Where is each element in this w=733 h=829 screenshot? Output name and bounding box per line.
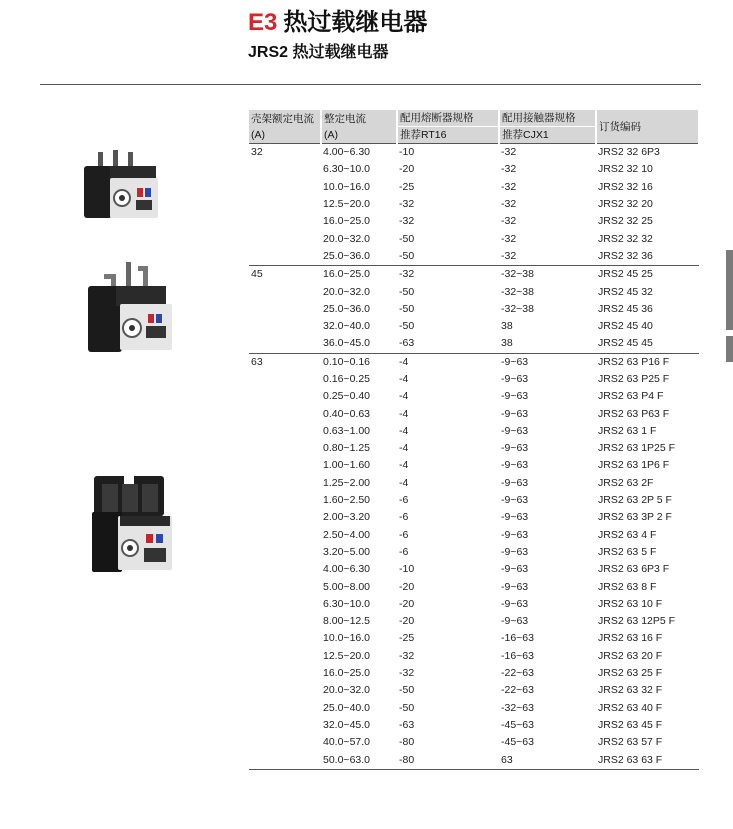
fuse-cell: -6 — [399, 545, 409, 558]
order-code-cell: JRS2 63 P63 F — [598, 407, 670, 420]
setting-current-cell: 20.0~32.0 — [323, 232, 371, 245]
frame-current-cell — [249, 561, 321, 578]
order-code-cell: JRS2 63 12P5 F — [598, 615, 676, 628]
order-code-cell: JRS2 63 2P 5 F — [598, 494, 672, 507]
fuse-cell: -50 — [399, 249, 415, 262]
frame-current-cell: 63 — [249, 353, 321, 371]
order-code-cell: JRS2 32 36 — [598, 249, 653, 262]
contactor-cell: -9~63 — [501, 545, 529, 558]
frame-current-cell — [249, 630, 321, 647]
order-code-cell: JRS2 45 36 — [598, 302, 653, 315]
frame-current-cell: 45 — [249, 266, 321, 284]
fuse-cell: -4 — [399, 476, 409, 489]
contactor-cell: -32 — [501, 163, 517, 176]
table-row — [249, 161, 699, 178]
setting-current-cell: 1.25~2.00 — [323, 476, 371, 489]
table-row — [249, 700, 699, 717]
contactor-cell: -9~63 — [501, 390, 529, 403]
setting-current-cell: 3.20~5.00 — [323, 545, 371, 558]
table-row — [249, 283, 699, 300]
fuse-cell: -80 — [397, 751, 499, 769]
order-code-cell: JRS2 63 32 F — [598, 684, 663, 697]
contactor-cell: -9~63 — [501, 442, 529, 455]
setting-current-cell: 16.0~25.0 — [323, 215, 371, 228]
contactor-cell: -22~63 — [501, 667, 534, 680]
setting-current-cell: 32.0~45.0 — [323, 718, 371, 731]
frame-current-cell — [249, 492, 321, 509]
setting-current-cell: 2.50~4.00 — [323, 528, 371, 541]
order-code-cell: JRS2 45 40 — [598, 320, 653, 333]
table-row — [249, 335, 699, 353]
contactor-cell: -32~63 — [501, 701, 534, 714]
fuse-cell: -25 — [399, 632, 415, 645]
frame-current-cell: 32 — [249, 144, 321, 162]
contactor-cell: -45~63 — [501, 736, 534, 749]
setting-current-cell: 12.5~20.0 — [323, 649, 371, 662]
fuse-cell: -63 — [399, 718, 415, 731]
setting-current-cell: 16.0~25.0 — [321, 266, 397, 284]
setting-current-cell: 1.60~2.50 — [323, 494, 371, 507]
fuse-cell: -50 — [399, 684, 415, 697]
order-code-cell: JRS2 32 32 — [598, 232, 653, 245]
contactor-cell: -32~38 — [499, 266, 596, 284]
table-row — [249, 266, 699, 284]
frame-current-cell — [249, 596, 321, 613]
table-row — [249, 630, 699, 647]
fuse-cell: -6 — [399, 511, 409, 524]
frame-current-cell — [249, 751, 321, 769]
fuse-cell: -4 — [399, 373, 409, 385]
table-row — [249, 301, 699, 318]
setting-current-cell: 50.0~63.0 — [321, 751, 397, 769]
table-row — [249, 544, 699, 561]
setting-current-cell: 0.25~0.40 — [323, 390, 371, 403]
order-code-cell: JRS2 45 25 — [596, 266, 699, 284]
fuse-cell: -4 — [399, 442, 409, 455]
contactor-cell: -32 — [501, 215, 517, 228]
table-row — [249, 475, 699, 492]
order-code-cell: JRS2 63 1P25 F — [598, 442, 676, 455]
header-fuse-sub: 推荐RT16 — [397, 127, 499, 144]
setting-current-cell: 12.5~20.0 — [323, 198, 371, 211]
order-code-cell: JRS2 63 5 F — [598, 545, 657, 558]
frame-current-cell — [249, 301, 321, 318]
fuse-cell: -50 — [399, 232, 415, 245]
frame-current-cell — [249, 717, 321, 734]
order-code-cell: JRS2 63 25 F — [598, 667, 663, 680]
setting-current-cell: 25.0~36.0 — [323, 249, 371, 262]
fuse-cell: -4 — [399, 459, 409, 472]
side-index-tab[interactable] — [726, 336, 733, 362]
frame-current-cell — [249, 527, 321, 544]
fuse-cell: -50 — [399, 285, 415, 298]
frame-current-cell — [249, 179, 321, 196]
frame-current-cell — [249, 700, 321, 717]
contactor-cell: 63 — [499, 751, 596, 769]
order-code-cell: JRS2 63 2F — [598, 476, 654, 489]
table-row — [249, 371, 699, 388]
frame-current-cell — [249, 665, 321, 682]
fuse-cell: -32 — [399, 215, 415, 228]
table-row — [249, 665, 699, 682]
fuse-cell: -10 — [397, 144, 499, 162]
fuse-cell: -4 — [397, 353, 499, 371]
fuse-cell: -4 — [399, 390, 409, 403]
frame-current-cell — [249, 388, 321, 405]
fuse-cell: -6 — [399, 494, 409, 507]
order-code-cell: JRS2 63 6P3 F — [598, 563, 670, 576]
contactor-cell: -32 — [501, 180, 517, 193]
table-row — [249, 440, 699, 457]
table-row — [249, 230, 699, 247]
table-row — [249, 318, 699, 335]
order-code-cell: JRS2 45 32 — [598, 285, 653, 298]
frame-current-cell — [249, 475, 321, 492]
frame-current-cell — [249, 578, 321, 595]
setting-current-cell: 6.30~10.0 — [323, 597, 371, 610]
fuse-cell: -6 — [399, 528, 409, 541]
table-row — [249, 527, 699, 544]
setting-current-cell: 20.0~32.0 — [323, 285, 371, 298]
order-code-cell: JRS2 63 1 F — [598, 424, 657, 437]
contactor-cell: -32~38 — [501, 285, 534, 298]
table-row — [249, 388, 699, 405]
setting-current-cell: 0.16~0.25 — [323, 373, 371, 385]
order-code-cell: JRS2 63 10 F — [598, 597, 663, 610]
table-row — [249, 248, 699, 266]
frame-current-cell — [249, 335, 321, 353]
header-contactor-sub: 推荐CJX1 — [499, 127, 596, 144]
contactor-cell: -9~63 — [501, 407, 529, 420]
header-divider — [40, 84, 701, 85]
frame-current-cell — [249, 613, 321, 630]
frame-current-cell — [249, 283, 321, 300]
setting-current-cell: 25.0~36.0 — [323, 302, 371, 315]
frame-current-cell — [249, 648, 321, 665]
contactor-cell: -9~63 — [499, 353, 596, 371]
contactor-cell: -22~63 — [501, 684, 534, 697]
order-code-cell: JRS2 63 1P6 F — [598, 459, 670, 472]
order-code-cell: JRS2 32 16 — [598, 180, 653, 193]
table-row — [249, 353, 699, 371]
fuse-cell: -4 — [399, 407, 409, 420]
frame-current-cell — [249, 318, 321, 335]
table-row — [249, 423, 699, 440]
frame-current-cell — [249, 248, 321, 266]
table-row — [249, 717, 699, 734]
order-code-cell: JRS2 32 20 — [598, 198, 653, 211]
setting-current-cell: 4.00~6.30 — [323, 563, 371, 576]
table-row — [249, 734, 699, 751]
setting-current-cell: 20.0~32.0 — [323, 684, 371, 697]
setting-current-cell: 32.0~40.0 — [323, 320, 371, 333]
setting-current-cell: 10.0~16.0 — [323, 632, 371, 645]
frame-current-cell — [249, 405, 321, 422]
order-code-cell: JRS2 32 6P3 — [596, 144, 699, 162]
table-row — [249, 682, 699, 699]
fuse-cell: -10 — [399, 563, 415, 576]
fuse-cell: -32 — [397, 266, 499, 284]
frame-current-cell — [249, 423, 321, 440]
frame-current-cell — [249, 371, 321, 388]
setting-current-cell: 10.0~16.0 — [323, 180, 371, 193]
contactor-cell: -32 — [501, 198, 517, 211]
fuse-cell: -50 — [399, 302, 415, 315]
contactor-cell: -9~63 — [501, 597, 529, 610]
order-code-cell: JRS2 63 40 F — [598, 701, 663, 714]
contactor-cell: -9~63 — [501, 563, 529, 576]
setting-current-cell: 16.0~25.0 — [323, 667, 371, 680]
header-setting-current: 整定电流 (A) — [321, 110, 397, 144]
setting-current-cell: 1.00~1.60 — [323, 459, 371, 472]
relay-32-product-icon — [82, 150, 160, 222]
fuse-cell: -20 — [399, 597, 415, 610]
frame-current-cell — [249, 440, 321, 457]
setting-current-cell: 5.00~8.00 — [323, 580, 371, 593]
fuse-cell: -20 — [399, 615, 415, 628]
spec-table — [249, 110, 700, 770]
fuse-cell: -32 — [399, 667, 415, 680]
frame-current-cell — [249, 230, 321, 247]
contactor-cell: -32~38 — [501, 302, 534, 315]
fuse-cell: -63 — [399, 337, 415, 350]
header-frame-current: 壳架额定电流(A) — [249, 110, 321, 144]
order-code-cell: JRS2 63 8 F — [598, 580, 657, 593]
contactor-cell: -45~63 — [501, 718, 534, 731]
order-code-cell: JRS2 45 45 — [598, 337, 653, 350]
table-row — [249, 509, 699, 526]
table-row — [249, 596, 699, 613]
setting-current-cell: 0.63~1.00 — [323, 424, 371, 437]
table-row — [249, 613, 699, 630]
contactor-cell: -16~63 — [501, 632, 534, 645]
side-index-tab[interactable] — [726, 250, 733, 330]
table-row — [249, 457, 699, 474]
relay-45-product-icon — [86, 262, 176, 354]
table-row — [249, 561, 699, 578]
fuse-cell: -50 — [399, 320, 415, 333]
contactor-cell: -9~63 — [501, 494, 529, 507]
contactor-cell: -9~63 — [501, 580, 529, 593]
contactor-cell: -32 — [501, 232, 517, 245]
contactor-cell: -16~63 — [501, 649, 534, 662]
order-code-cell: JRS2 63 16 F — [598, 632, 663, 645]
setting-current-cell: 36.0~45.0 — [323, 337, 371, 350]
header-order-code: 订货编码 — [596, 110, 699, 144]
page-title — [248, 2, 427, 37]
page-subtitle: JRS2 热过载继电器 — [248, 44, 389, 61]
order-code-cell: JRS2 63 63 F — [596, 751, 699, 769]
section-title: 热过载继电器 — [283, 9, 428, 36]
contactor-cell: -32 — [499, 144, 596, 162]
frame-current-cell — [249, 196, 321, 213]
contactor-cell: 38 — [501, 337, 513, 350]
setting-current-cell: 2.00~3.20 — [323, 511, 371, 524]
order-code-cell: JRS2 32 25 — [598, 215, 653, 228]
frame-current-cell — [249, 161, 321, 178]
table-row — [249, 492, 699, 509]
header-fuse: 配用熔断器规格 — [397, 110, 499, 127]
table-row — [249, 578, 699, 595]
table-row — [249, 144, 699, 162]
fuse-cell: -80 — [399, 736, 415, 749]
setting-current-cell: 0.80~1.25 — [323, 442, 371, 455]
table-row — [249, 179, 699, 196]
fuse-cell: -32 — [399, 198, 415, 211]
order-code-cell: JRS2 63 P16 F — [596, 353, 699, 371]
setting-current-cell: 0.10~0.16 — [321, 353, 397, 371]
relay-63-product-icon — [90, 476, 176, 574]
contactor-cell: -9~63 — [501, 476, 529, 489]
frame-current-cell — [249, 682, 321, 699]
setting-current-cell: 4.00~6.30 — [321, 144, 397, 162]
order-code-cell: JRS2 63 3P 2 F — [598, 511, 672, 524]
setting-current-cell: 0.40~0.63 — [323, 407, 371, 420]
table-row — [249, 213, 699, 230]
fuse-cell: -50 — [399, 701, 415, 714]
setting-current-cell: 40.0~57.0 — [323, 736, 371, 749]
fuse-cell: -25 — [399, 180, 415, 193]
table-row — [249, 196, 699, 213]
setting-current-cell: 6.30~10.0 — [323, 163, 371, 176]
table-row — [249, 405, 699, 422]
frame-current-cell — [249, 509, 321, 526]
setting-current-cell: 8.00~12.5 — [323, 615, 371, 628]
contactor-cell: -9~63 — [501, 459, 529, 472]
contactor-cell: -32 — [501, 249, 517, 262]
order-code-cell: JRS2 63 P25 F — [598, 373, 670, 385]
order-code-cell: JRS2 63 P4 F — [598, 390, 664, 403]
contactor-cell: -9~63 — [501, 373, 529, 385]
contactor-cell: -9~63 — [501, 424, 529, 437]
frame-current-cell — [249, 457, 321, 474]
order-code-cell: JRS2 32 10 — [598, 163, 653, 176]
contactor-cell: -9~63 — [501, 511, 529, 524]
order-code-cell: JRS2 63 20 F — [598, 649, 663, 662]
frame-current-cell — [249, 544, 321, 561]
order-code-cell: JRS2 63 4 F — [598, 528, 657, 541]
order-code-cell: JRS2 63 45 F — [598, 718, 663, 731]
fuse-cell: -4 — [399, 424, 409, 437]
fuse-cell: -20 — [399, 163, 415, 176]
fuse-cell: -32 — [399, 649, 415, 662]
contactor-cell: -9~63 — [501, 528, 529, 541]
contactor-cell: 38 — [501, 320, 513, 333]
frame-current-cell — [249, 213, 321, 230]
table-row — [249, 751, 699, 769]
contactor-cell: -9~63 — [501, 615, 529, 628]
table-row — [249, 648, 699, 665]
section-code: E3 — [248, 9, 278, 36]
fuse-cell: -20 — [399, 580, 415, 593]
header-contactor: 配用接触器规格 — [499, 110, 596, 127]
setting-current-cell: 25.0~40.0 — [323, 701, 371, 714]
order-code-cell: JRS2 63 57 F — [598, 736, 663, 749]
frame-current-cell — [249, 734, 321, 751]
